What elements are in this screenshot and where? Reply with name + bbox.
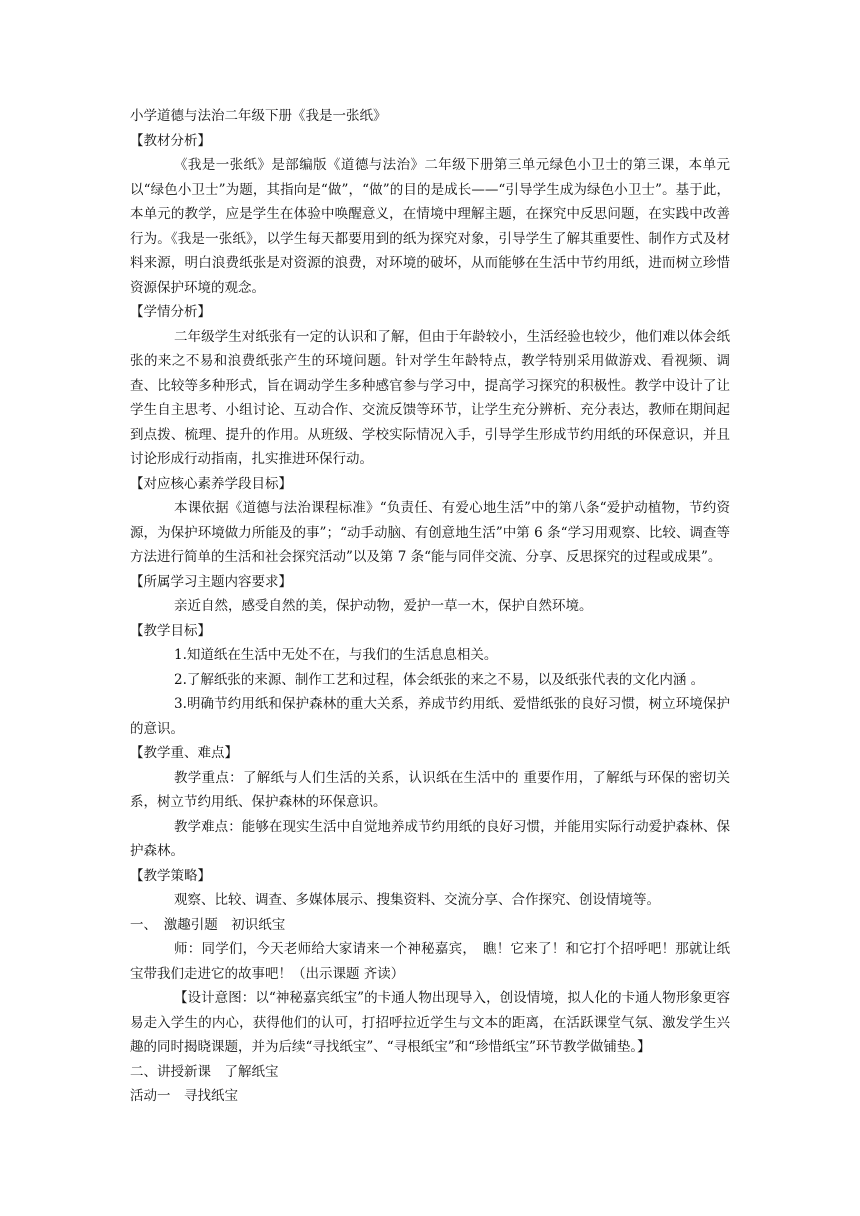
section-heading-teaching-strategy: 【教学策略】 <box>130 867 211 884</box>
paragraph-content-requirements: 亲近自然，感受自然的美，保护动物，爱护一草一木，保护自然环境。 <box>174 598 593 614</box>
section-heading-teaching-goals: 【教学目标】 <box>130 622 211 639</box>
part-heading-introduction: 一、 激趣引题 初识纸宝 <box>130 916 286 933</box>
teaching-goal-3: 3.明确节约用纸和保护森林的重大关系，养成节约用纸、爱惜纸张的良好习惯，树立环境保护的意识。 <box>130 696 730 737</box>
section-heading-key-points: 【教学重、难点】 <box>130 745 238 761</box>
paragraph-difficult-point: 教学难点：能够在现实生活中自觉地养成节约用纸的良好习惯，并能用实际行动爱护森林、保护森林。 <box>130 818 730 859</box>
paragraph-teacher-dialogue: 师：同学们，今天老师给大家请来一个神秘嘉宾， 瞧！它来了！和它打个招呼吧！那就让纸宝带我们走进它的故事吧！（出示课题 齐读） <box>130 941 730 982</box>
part-heading-new-lesson: 二、讲授新课 了解纸宝 <box>130 1063 279 1080</box>
section-heading-student-analysis: 【学情分析】 <box>130 304 211 320</box>
section-heading-textbook-analysis: 【教材分析】 <box>130 132 211 149</box>
paragraph-textbook-analysis: 《我是一张纸》是部编版《道德与法治》二年级下册第三单元绿色小卫士的第三课，本单元以“绿色小卫士”为题，其指向是“做”，“做”的目的是成长——“引导学生成为绿色小卫士”。基于此，本单元的教学，应是学生在体验中唤醒意义，在情境中理解主题，在探究中反思问题，在实践中改善行为。《我是一张纸》，以学生每天都要用到的纸为探究对象，引导学生了解其重要性、制作方式及材料来源，明白浪费纸张是对资源的浪费，对环境的破坏，从而能够在生活中节约用纸，进而树立珍惜资源保护环境的观念。 <box>130 157 730 296</box>
activity-heading-find-paper: 活动一 寻找纸宝 <box>130 1088 238 1104</box>
document-title: 小学道德与法治二年级下册《我是一张纸》 <box>130 108 387 124</box>
teaching-goal-2: 2.了解纸张的来源、制作工艺和过程，体会纸张的来之不易，以及纸张代表的文化内涵 。 <box>174 671 705 688</box>
paragraph-key-point: 教学重点：了解纸与人们生活的关系，认识纸在生活中的 重要作用，了解纸与环保的密切关系，树立节约用纸、保护森林的环保意识。 <box>130 769 730 810</box>
section-heading-content-requirements: 【所属学习主题内容要求】 <box>130 573 292 590</box>
document-body <box>130 104 730 1109</box>
paragraph-design-intent: 【设计意图：以“神秘嘉宾纸宝”的卡通人物出现导入，创设情境，拟人化的卡通人物形象更容易走入学生的内心，获得他们的认可，打招呼拉近学生与文本的距离，在活跃课堂气氛、激发学生兴趣的同时揭晓课题，并为后续“寻找纸宝”、“寻根纸宝”和“珍惜纸宝”环节教学做铺垫。】 <box>130 990 730 1055</box>
paragraph-student-analysis: 二年级学生对纸张有一定的认识和了解，但由于年龄较小，生活经验也较少，他们难以体会纸张的来之不易和浪费纸张产生的环境问题。针对学生年龄特点，教学特别采用做游戏、看视频、调查、比较等多种形式，旨在调动学生多种感官参与学习中，提高学习探究的积极性。教学中设计了让学生自主思考、小组讨论、互动合作、交流反馈等环节，让学生充分辨析、充分表达，教师在期间起到点拨、梳理、提升的作用。从班级、学校实际情况入手，引导学生形成节约用纸的环保意识，并且讨论形成行动指南，扎实推进环保行动。 <box>130 328 730 467</box>
paragraph-core-literacy: 本课依据《道德与法治课程标准》“负责任、有爱心地生活”中的第八条“爱护动植物，节约资源，为保护环境做力所能及的事”；“动手动脑、有创意地生活”中第 6 条“学习用观察、比较、调查等方法进行简单的生活和社会探究活动”以及第 7 条“能与同伴交流、分享、反思探究的过程或成果”。 <box>130 500 730 565</box>
section-heading-core-literacy: 【对应核心素养学段目标】 <box>130 475 292 492</box>
teaching-goal-1: 1.知道纸在生活中无处不在，与我们的生活息息相关。 <box>174 647 498 663</box>
paragraph-teaching-strategy: 观察、比较、调查、多媒体展示、搜集资料、交流分享、合作探究、创设情境等。 <box>174 892 660 908</box>
